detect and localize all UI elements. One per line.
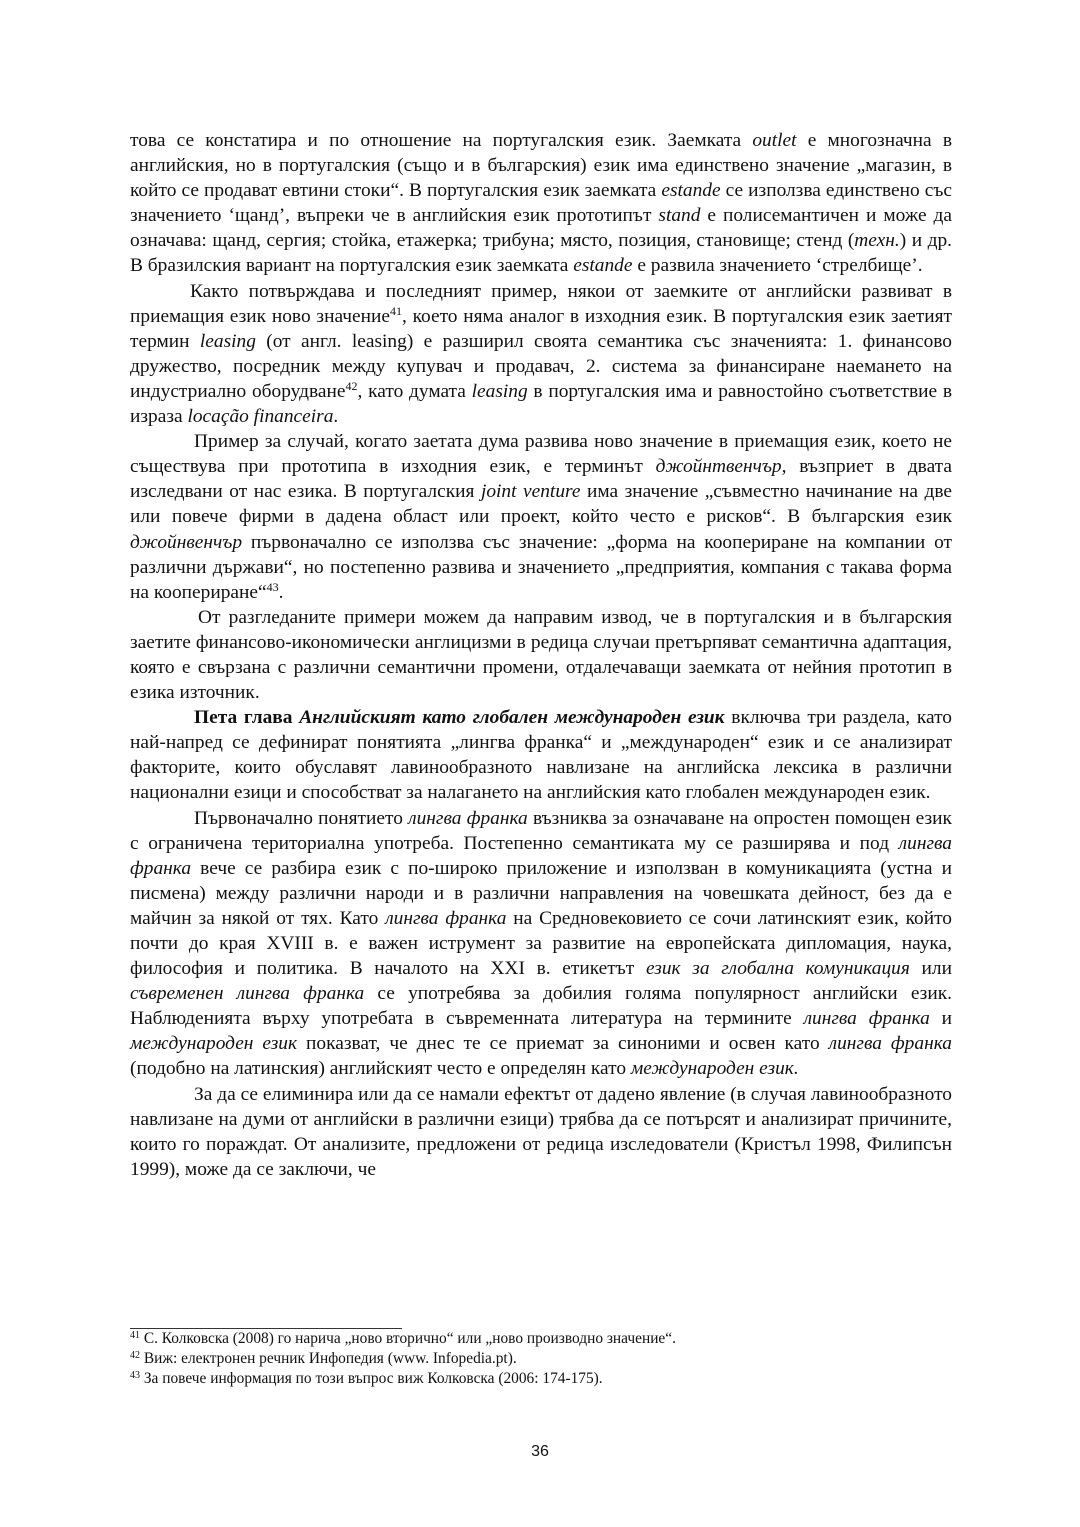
text-run: и (929, 1008, 952, 1030)
italic-term: leasing (471, 380, 528, 402)
text-run: на Средновековието се сочи латинският език, който почти до края XVIII в. е важен иструмент за развитие на европейската дипломация, наука, философия и политика. В началото на XXI в. етикетът (130, 907, 952, 980)
text-run: ) и др. В бразилския вариант на португалския език заемката (130, 230, 952, 277)
text-run: се използва единствено със значението ‘щанд’, въпреки че в английския език прототипът (130, 180, 952, 227)
italic-term: международен език (130, 1033, 298, 1055)
footnotes-section (130, 1328, 952, 1389)
text-run: . (278, 581, 284, 603)
paragraph-5 (130, 705, 952, 805)
text-run: това се констатира и по отношение на португалския език. Заемката (130, 130, 753, 151)
italic-term: език за глобална комуникация (645, 958, 910, 980)
chapter-label: Пета глава (194, 707, 300, 729)
italic-term: съвременен лингва франка (130, 983, 365, 1005)
footnote-text: С. Колковска (2008) го нарича „ново вторично“ или „ново производно значение“. (140, 1330, 676, 1347)
text-run: Първоначално понятието (194, 807, 409, 829)
text-run: е полисемантичен и може да означава: щанд, сергия; стойка, етажерка; трибуна; място, позиция, становище; стенд ( (130, 205, 953, 252)
text-run: , като думата (357, 380, 472, 402)
chapter-title: Английският като глобален международен език (299, 707, 725, 729)
text-run: Както потвърждава и последният пример, някои от заемките от английски развиват в приемащия език ново значение (130, 280, 952, 327)
footnote-41 (130, 1329, 952, 1349)
text-run: възниква за означаване на опростен помощен език с ограничена териториална употреба. Постепенно семантиката му се разширява и под (130, 807, 952, 854)
italic-term: stand (658, 205, 701, 227)
footnote-text: Виж: електронен речник Инфопедия (www. Infopedia.pt). (140, 1350, 517, 1367)
footnote-ref-42[interactable]: 42 (345, 378, 358, 393)
text-run: . (333, 406, 339, 428)
footnote-ref-43[interactable]: 43 (266, 579, 279, 594)
text-run: Пример за случай, когато заетата дума развива ново значение в приемащия език, което не съществува при прототипа в изходния език, е терминът (130, 431, 952, 478)
italic-term: лингва франка (828, 1033, 952, 1055)
text-run: (от англ. leasing) е разширил своята семантика със значенията: 1. финансово дружество, посредник между купувач и продавач, 2. система за финансиране наемането на индустриално оборудване (130, 330, 952, 402)
italic-term: лингва франка (130, 832, 952, 879)
document-body (130, 128, 952, 1182)
italic-term: locação financeira (187, 406, 334, 428)
text-run: (подобно на латинския) английският често е определян като (130, 1058, 631, 1080)
footnote-text: За повече информация по този въпрос виж Колковска (2006: 174-175). (140, 1370, 603, 1387)
text-run: включва три раздела, като най-напред се дефинират понятията „лингва франка“ и „международен“ език и се анализират факторите, които обуславят лавинообразното навлизане на английска лексика в различни национални езици и способстват за налагането на английския като глобален международен език. (130, 707, 953, 804)
italic-term: техн. (854, 230, 900, 252)
paragraph-2 (130, 279, 952, 430)
paragraph-7: За да се елиминира или да се намали ефектът от дадено явление (в случая лавинообразното навлизане на думи от английски в различни езици) трябва да се потърсят и анализират причините, които го пораждат. От анализите, предложени от редица изследователи (Кристъл 1998, Филипсън 1999), може да се заключи, че (130, 1083, 952, 1180)
text-run: , възприет в двата изследвани от нас езика. В португалския (130, 456, 953, 503)
paragraph-1 (130, 128, 952, 279)
paragraph-6 (130, 806, 952, 1082)
italic-term: estande (661, 180, 721, 202)
italic-term: международен език. (630, 1058, 799, 1080)
paragraph-3 (130, 429, 952, 605)
italic-term: лингва франка (803, 1008, 930, 1030)
italic-term: outlet (752, 130, 797, 151)
italic-term: joint venture (480, 481, 581, 503)
paragraph-4: От разгледаните примери можем да направим извод, че в португалския и в българския заетите финансово-икономически англицизми в редица случаи претърпяват семантична адаптация, която е свързана с различни семантични промени, отдалечаващи заемката от нейния прототип в езика източник. (130, 606, 952, 704)
text-run: първоначално се използва със значение: „форма на коопериране на компании от различни държави“, но постепенно развива и значението „предприятия, компания с такава форма на коопериране“ (130, 531, 952, 603)
text-run: в португалския има и равностойно съответствие в израза (130, 380, 952, 428)
text-run: показват, че днес те се приемат за синоними и освен като (297, 1033, 829, 1055)
footnote-42 (130, 1349, 952, 1369)
italic-term: джойнвенчър (130, 531, 243, 553)
italic-term: лингва франка (408, 807, 528, 829)
footnote-ref-41[interactable]: 41 (390, 303, 402, 318)
text-run: е развила значението ‘стрелбище’. (632, 255, 923, 277)
text-run: се употребява за добилия голяма популярност английски език. Наблюденията върху употребата в съвременната литература на термините (130, 983, 952, 1030)
text-run: или (909, 958, 952, 980)
italic-term: джойнтвенчър (655, 456, 782, 478)
text-run: е многозначна в английския, но в португалския (също и в българския) език има единствено значение „магазин, в който се продават евтини стоки“. В португалския език заемката (130, 130, 952, 202)
footnote-number: 41 (130, 1330, 140, 1341)
italic-term: лингва франка (385, 907, 507, 929)
text-run: , което няма аналог в изходния език. В португалския език заетият термин (130, 305, 952, 352)
italic-term: estande (573, 255, 633, 277)
page-number: 36 (531, 1443, 549, 1460)
text-run: вече се разбира език с по-широко приложение и използван в комуникацията (устна и писмена) между различни народи и в различни направления на човешката дейност, без да е майчин за някой от тях. Като (130, 857, 952, 929)
footnote-number: 42 (130, 1350, 140, 1361)
footnote-43 (130, 1369, 952, 1389)
text-run: има значение „съвместно начинание на две или повече фирми в дадена област или проект, който често е рисков“. В българския език (130, 481, 953, 528)
footnote-number: 43 (130, 1370, 140, 1381)
italic-term: leasing (199, 330, 256, 352)
